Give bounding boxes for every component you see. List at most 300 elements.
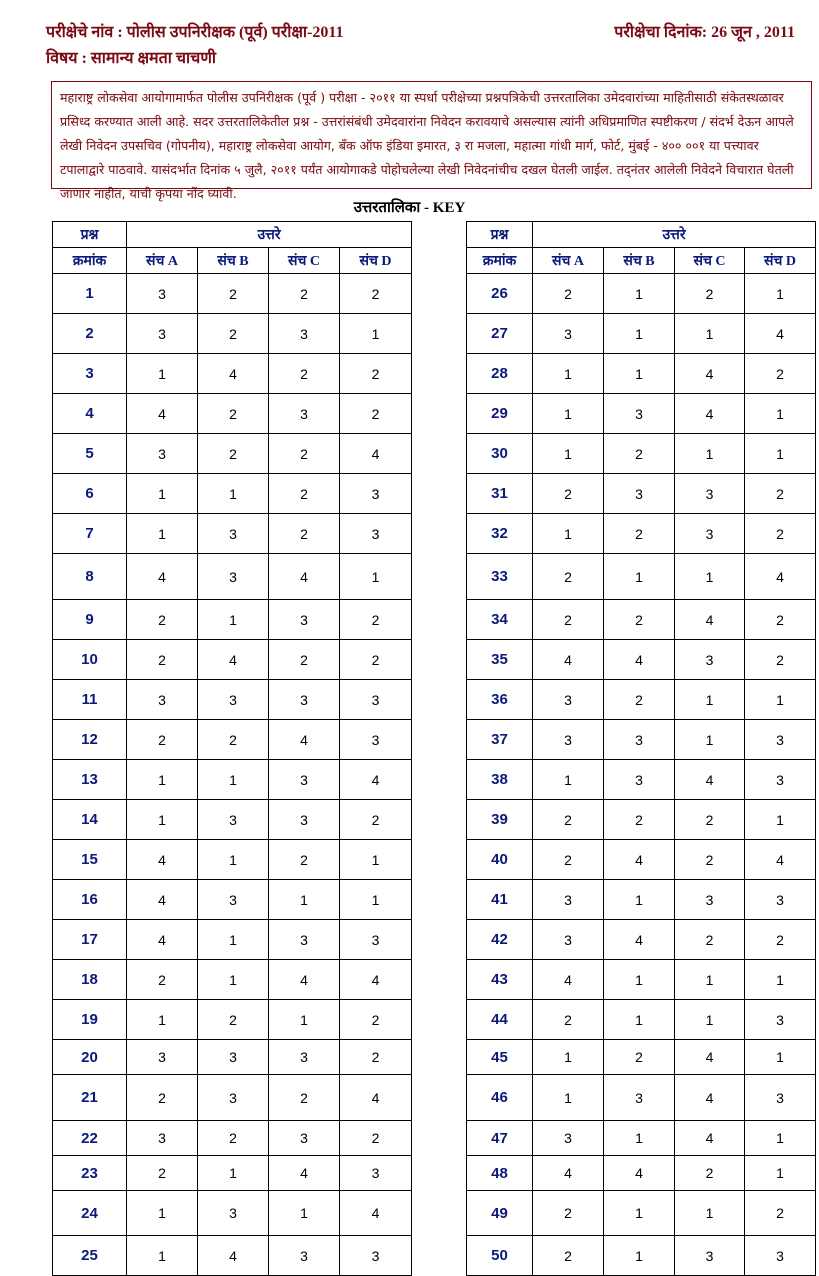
table-row (53, 760, 412, 800)
table-row (467, 1075, 816, 1121)
table-row (467, 554, 816, 600)
table-row (467, 1040, 816, 1075)
answer-set-c: 3 (675, 880, 745, 920)
question-number: 38 (467, 760, 533, 800)
answer-set-c: 2 (675, 1156, 745, 1191)
answer-set-b: 1 (198, 960, 269, 1000)
table-row (467, 960, 816, 1000)
question-number: 35 (467, 640, 533, 680)
question-number: 46 (467, 1075, 533, 1121)
table-row (467, 354, 816, 394)
table-row (467, 600, 816, 640)
answer-set-a: 2 (127, 640, 198, 680)
answer-set-c: 3 (675, 1236, 745, 1276)
table-row (53, 1121, 412, 1156)
answer-set-a: 3 (533, 880, 604, 920)
table-row (53, 1000, 412, 1040)
answer-set-c: 4 (269, 720, 340, 760)
question-number: 13 (53, 760, 127, 800)
set-a-header: संच A (127, 248, 198, 274)
answer-set-b: 3 (198, 1040, 269, 1075)
question-number: 8 (53, 554, 127, 600)
table-row (53, 1236, 412, 1276)
table-row (467, 680, 816, 720)
answer-set-d: 3 (340, 514, 412, 554)
answer-set-d: 2 (745, 600, 816, 640)
answer-set-a: 3 (533, 720, 604, 760)
table-row (53, 840, 412, 880)
answer-set-a: 2 (127, 960, 198, 1000)
answer-set-a: 2 (533, 274, 604, 314)
answer-set-d: 3 (340, 1156, 412, 1191)
question-number: 40 (467, 840, 533, 880)
question-number: 29 (467, 394, 533, 434)
answer-set-c: 3 (269, 1040, 340, 1075)
question-number: 39 (467, 800, 533, 840)
answer-set-a: 3 (533, 920, 604, 960)
answer-set-b: 2 (198, 314, 269, 354)
answer-set-d: 2 (340, 640, 412, 680)
question-number: 41 (467, 880, 533, 920)
answer-key-title: उत्तरतालिका - KEY (353, 200, 466, 216)
answer-set-b: 1 (604, 354, 675, 394)
answer-set-b: 4 (198, 1236, 269, 1276)
answer-set-c: 3 (269, 600, 340, 640)
answer-set-a: 1 (533, 1040, 604, 1075)
table-row (53, 1040, 412, 1075)
answer-set-d: 2 (745, 1191, 816, 1236)
answer-set-a: 1 (127, 1191, 198, 1236)
answer-set-b: 1 (198, 1156, 269, 1191)
answer-set-d: 2 (745, 514, 816, 554)
answer-set-c: 3 (675, 474, 745, 514)
table-row (467, 840, 816, 880)
answer-set-a: 3 (533, 680, 604, 720)
answer-set-d: 3 (745, 1000, 816, 1040)
answer-set-c: 4 (675, 1121, 745, 1156)
table-row (467, 720, 816, 760)
question-number: 5 (53, 434, 127, 474)
answer-set-a: 3 (127, 680, 198, 720)
answer-set-c: 4 (675, 600, 745, 640)
question-number: 22 (53, 1121, 127, 1156)
answer-set-a: 3 (533, 1121, 604, 1156)
answer-set-a: 2 (127, 1075, 198, 1121)
exam-date: परीक्षेचा दिनांक: 26 जून , 2011 (614, 24, 795, 41)
table-row (467, 514, 816, 554)
answer-set-b: 4 (198, 354, 269, 394)
answer-set-d: 3 (745, 760, 816, 800)
answer-set-d: 4 (340, 434, 412, 474)
answer-set-b: 2 (198, 1000, 269, 1040)
answer-set-d: 2 (745, 920, 816, 960)
answer-set-a: 4 (533, 1156, 604, 1191)
answer-set-b: 2 (198, 394, 269, 434)
answer-set-d: 2 (340, 800, 412, 840)
question-number: 50 (467, 1236, 533, 1276)
answer-set-c: 2 (269, 474, 340, 514)
question-number: 19 (53, 1000, 127, 1040)
answer-set-b: 3 (604, 394, 675, 434)
answer-set-c: 1 (269, 1000, 340, 1040)
table-row (467, 1191, 816, 1236)
question-number: 9 (53, 600, 127, 640)
answer-set-d: 3 (745, 1236, 816, 1276)
answer-set-a: 2 (533, 554, 604, 600)
answer-set-b: 1 (604, 554, 675, 600)
table-row (53, 354, 412, 394)
answer-set-d: 2 (745, 640, 816, 680)
table-row (53, 314, 412, 354)
answer-set-a: 2 (533, 600, 604, 640)
answer-set-c: 4 (269, 554, 340, 600)
set-c-header: संच C (269, 248, 340, 274)
table-row (467, 314, 816, 354)
answers-header: उत्तरे (127, 222, 412, 248)
answer-set-b: 1 (604, 1191, 675, 1236)
answer-set-a: 1 (127, 800, 198, 840)
answer-set-c: 2 (269, 274, 340, 314)
answer-set-b: 3 (198, 554, 269, 600)
answer-set-a: 1 (533, 394, 604, 434)
set-a-header: संच A (533, 248, 604, 274)
answer-set-d: 4 (340, 760, 412, 800)
answer-set-b: 1 (198, 474, 269, 514)
answer-set-c: 3 (675, 640, 745, 680)
answer-set-d: 4 (340, 960, 412, 1000)
answer-set-b: 3 (198, 800, 269, 840)
answer-set-b: 1 (604, 960, 675, 1000)
answer-set-c: 3 (269, 680, 340, 720)
answer-set-a: 3 (127, 314, 198, 354)
question-number: 6 (53, 474, 127, 514)
answer-set-b: 2 (604, 434, 675, 474)
answer-set-b: 2 (604, 600, 675, 640)
answer-set-d: 4 (745, 840, 816, 880)
answer-set-b: 1 (198, 920, 269, 960)
answer-set-a: 2 (533, 1191, 604, 1236)
question-number: 49 (467, 1191, 533, 1236)
table-row (467, 920, 816, 960)
set-b-header: संच B (198, 248, 269, 274)
question-number: 7 (53, 514, 127, 554)
question-number: 2 (53, 314, 127, 354)
answer-set-b: 2 (198, 1121, 269, 1156)
question-number: 18 (53, 960, 127, 1000)
answer-set-a: 1 (127, 474, 198, 514)
answer-set-a: 4 (533, 640, 604, 680)
answer-set-c: 1 (675, 1191, 745, 1236)
answer-set-a: 1 (533, 434, 604, 474)
table-row (53, 1075, 412, 1121)
answer-set-d: 4 (340, 1191, 412, 1236)
answer-set-d: 1 (745, 1040, 816, 1075)
answer-set-b: 3 (198, 1191, 269, 1236)
answer-set-c: 2 (269, 434, 340, 474)
question-number: 17 (53, 920, 127, 960)
answer-set-b: 3 (198, 680, 269, 720)
answer-set-d: 1 (745, 680, 816, 720)
set-b-header: संच B (604, 248, 675, 274)
answer-set-d: 3 (340, 1236, 412, 1276)
answer-set-d: 1 (745, 394, 816, 434)
answer-table-right (466, 221, 816, 1276)
answer-set-c: 4 (675, 394, 745, 434)
question-number: 25 (53, 1236, 127, 1276)
answer-set-b: 3 (604, 474, 675, 514)
answer-set-d: 3 (340, 720, 412, 760)
answer-set-b: 2 (198, 434, 269, 474)
answer-set-d: 1 (340, 554, 412, 600)
answer-set-b: 3 (604, 1075, 675, 1121)
answer-set-d: 1 (745, 434, 816, 474)
table-row (53, 514, 412, 554)
answer-set-b: 1 (198, 840, 269, 880)
answer-set-d: 3 (745, 880, 816, 920)
answer-set-d: 4 (745, 314, 816, 354)
answer-set-c: 2 (675, 920, 745, 960)
question-number: 27 (467, 314, 533, 354)
answer-set-b: 4 (604, 640, 675, 680)
answers-header: उत्तरे (533, 222, 816, 248)
answer-set-a: 1 (533, 760, 604, 800)
question-number: 16 (53, 880, 127, 920)
answer-set-d: 3 (745, 720, 816, 760)
answer-set-b: 4 (604, 1156, 675, 1191)
answer-set-d: 2 (340, 394, 412, 434)
table-row (53, 880, 412, 920)
table-row (467, 880, 816, 920)
answer-set-b: 1 (198, 600, 269, 640)
table-row (467, 1236, 816, 1276)
answer-set-a: 3 (127, 434, 198, 474)
answer-set-a: 1 (127, 1000, 198, 1040)
answer-set-a: 2 (127, 600, 198, 640)
answer-set-b: 2 (604, 1040, 675, 1075)
table-row (467, 760, 816, 800)
answer-set-d: 2 (340, 600, 412, 640)
question-number: 43 (467, 960, 533, 1000)
answer-table-left (52, 221, 412, 1276)
answer-set-c: 3 (269, 920, 340, 960)
question-number: 11 (53, 680, 127, 720)
question-number: 12 (53, 720, 127, 760)
question-number: 1 (53, 274, 127, 314)
answer-set-b: 1 (604, 1236, 675, 1276)
table-row (53, 600, 412, 640)
table-row (467, 394, 816, 434)
table-row (53, 274, 412, 314)
question-number: 4 (53, 394, 127, 434)
answer-set-c: 2 (675, 274, 745, 314)
question-number: 44 (467, 1000, 533, 1040)
question-number: 33 (467, 554, 533, 600)
answer-set-a: 1 (533, 354, 604, 394)
question-number: 45 (467, 1040, 533, 1075)
answer-set-d: 3 (340, 474, 412, 514)
table-row (467, 640, 816, 680)
question-number: 3 (53, 354, 127, 394)
question-number: 10 (53, 640, 127, 680)
answer-set-a: 4 (533, 960, 604, 1000)
question-number: 42 (467, 920, 533, 960)
answer-set-a: 2 (533, 800, 604, 840)
question-number: 47 (467, 1121, 533, 1156)
answer-set-b: 4 (604, 920, 675, 960)
answer-set-b: 3 (604, 760, 675, 800)
table-row (53, 1156, 412, 1191)
answer-set-d: 1 (745, 1121, 816, 1156)
answer-set-b: 3 (198, 514, 269, 554)
question-header-top: प्रश्न (53, 222, 127, 248)
question-number: 23 (53, 1156, 127, 1191)
answer-set-d: 2 (340, 1000, 412, 1040)
answer-set-c: 1 (675, 554, 745, 600)
answer-set-d: 2 (340, 354, 412, 394)
answer-set-d: 2 (745, 354, 816, 394)
set-d-header: संच D (745, 248, 816, 274)
answer-set-c: 3 (675, 514, 745, 554)
answer-set-a: 4 (127, 840, 198, 880)
answer-set-c: 2 (269, 354, 340, 394)
answer-set-a: 1 (127, 760, 198, 800)
answer-set-d: 1 (745, 1156, 816, 1191)
table-row (467, 800, 816, 840)
answer-set-a: 2 (533, 474, 604, 514)
notice-text: महाराष्ट्र लोकसेवा आयोगामार्फत पोलीस उपनिरीक्षक (पूर्व ) परीक्षा - २०११ या स्पर्धा परीक्षेच्या प्रश्नपत्रिकेची उत्तरतालिका उमेदवारांच्या माहितीसाठी संकेतस्थळावर प्रसिध्द करण्यात आली आहे. सदर उत्तरतालिकेतील प्रश्न - उत्तरांसंबंधी उमेदवारांना निवेदन करावयाचे असल्यास त्यांनी अधिप्रमाणित स्पष्टीकरण / संदर्भ देऊन आपले लेखी निवेदन उपसचिव (गोपनीय), महाराष्ट्र लोकसेवा आयोग, बँक ऑफ इंडिया इमारत, ३ रा मजला, महात्मा गांधी मार्ग, फोर्ट, मुंबई - ४०० ००१ या पत्त्यावर टपालाद्वारे पाठवावे. यासंदर्भात दिनांक ५ जुलै, २०११ पर्यंत आयोगाकडे पोहोचलेल्या लेखी निवेदनांचीच दखल घेतली जाईल. तद्नंतर आलेली निवेदने विचारात घेतली जाणार नाहीत, याची कृपया नोंद घ्यावी. (60, 90, 794, 201)
table-row (53, 680, 412, 720)
answer-set-c: 3 (269, 800, 340, 840)
exam-name: परीक्षेचे नांव : पोलीस उपनिरीक्षक (पूर्व) परीक्षा-2011 (46, 24, 344, 41)
answer-set-b: 3 (198, 880, 269, 920)
question-number: 30 (467, 434, 533, 474)
question-number: 14 (53, 800, 127, 840)
answer-set-d: 2 (745, 474, 816, 514)
table-row (467, 274, 816, 314)
answer-set-c: 2 (269, 840, 340, 880)
answer-set-a: 3 (127, 1040, 198, 1075)
answer-set-b: 3 (604, 720, 675, 760)
set-d-header: संच D (340, 248, 412, 274)
answer-set-b: 1 (198, 760, 269, 800)
table-row (467, 474, 816, 514)
question-number: 36 (467, 680, 533, 720)
answer-set-c: 1 (675, 680, 745, 720)
question-number: 26 (467, 274, 533, 314)
answer-set-c: 3 (269, 1236, 340, 1276)
answer-set-a: 1 (533, 1075, 604, 1121)
answer-set-c: 1 (675, 314, 745, 354)
table-row (53, 394, 412, 434)
answer-set-c: 2 (675, 800, 745, 840)
answer-set-c: 2 (269, 514, 340, 554)
answer-set-c: 1 (675, 960, 745, 1000)
answer-set-d: 2 (340, 274, 412, 314)
answer-set-a: 4 (127, 554, 198, 600)
answer-set-d: 1 (340, 314, 412, 354)
table-row (53, 800, 412, 840)
answer-set-a: 1 (127, 354, 198, 394)
answer-set-a: 1 (127, 1236, 198, 1276)
table-row (53, 640, 412, 680)
answer-set-c: 4 (675, 760, 745, 800)
answer-set-c: 2 (269, 1075, 340, 1121)
question-number: 15 (53, 840, 127, 880)
answer-set-a: 3 (127, 274, 198, 314)
answer-set-d: 2 (340, 1040, 412, 1075)
question-number: 28 (467, 354, 533, 394)
answer-set-a: 3 (533, 314, 604, 354)
answer-set-d: 1 (745, 960, 816, 1000)
answer-set-b: 4 (198, 640, 269, 680)
answer-set-b: 2 (604, 680, 675, 720)
table-row (467, 1156, 816, 1191)
answer-set-c: 2 (675, 840, 745, 880)
question-header-bottom: क्रमांक (467, 248, 533, 274)
answer-set-d: 2 (340, 1121, 412, 1156)
answer-set-a: 2 (533, 1236, 604, 1276)
answer-set-c: 4 (269, 960, 340, 1000)
table-row (467, 1000, 816, 1040)
question-number: 21 (53, 1075, 127, 1121)
answer-set-b: 1 (604, 880, 675, 920)
answer-set-a: 2 (533, 840, 604, 880)
question-number: 37 (467, 720, 533, 760)
table-row (467, 434, 816, 474)
answer-set-b: 4 (604, 840, 675, 880)
answer-set-a: 4 (127, 880, 198, 920)
question-number: 24 (53, 1191, 127, 1236)
question-number: 34 (467, 600, 533, 640)
answer-set-a: 1 (533, 514, 604, 554)
answer-set-a: 1 (127, 514, 198, 554)
table-row (53, 554, 412, 600)
answer-set-b: 2 (198, 274, 269, 314)
answer-set-c: 1 (675, 720, 745, 760)
question-header-bottom: क्रमांक (53, 248, 127, 274)
answer-set-b: 1 (604, 1121, 675, 1156)
answer-set-b: 2 (604, 514, 675, 554)
answer-set-a: 4 (127, 920, 198, 960)
answer-set-c: 1 (269, 880, 340, 920)
answer-set-c: 4 (675, 1075, 745, 1121)
table-row (53, 720, 412, 760)
answer-set-b: 1 (604, 1000, 675, 1040)
answer-set-c: 3 (269, 394, 340, 434)
answer-set-c: 1 (675, 434, 745, 474)
answer-set-d: 4 (340, 1075, 412, 1121)
table-row (53, 1191, 412, 1236)
table-row (53, 960, 412, 1000)
answer-set-d: 1 (340, 880, 412, 920)
answer-set-d: 3 (340, 680, 412, 720)
question-number: 48 (467, 1156, 533, 1191)
table-row (53, 434, 412, 474)
table-row (53, 474, 412, 514)
answer-set-a: 2 (127, 1156, 198, 1191)
answer-set-a: 2 (127, 720, 198, 760)
set-c-header: संच C (675, 248, 745, 274)
answer-set-a: 3 (127, 1121, 198, 1156)
answer-set-c: 3 (269, 314, 340, 354)
answer-set-c: 3 (269, 760, 340, 800)
table-row (53, 920, 412, 960)
answer-set-d: 1 (745, 800, 816, 840)
answer-set-c: 2 (269, 640, 340, 680)
answer-set-c: 4 (675, 1040, 745, 1075)
answer-set-d: 3 (340, 920, 412, 960)
answer-set-d: 4 (745, 554, 816, 600)
